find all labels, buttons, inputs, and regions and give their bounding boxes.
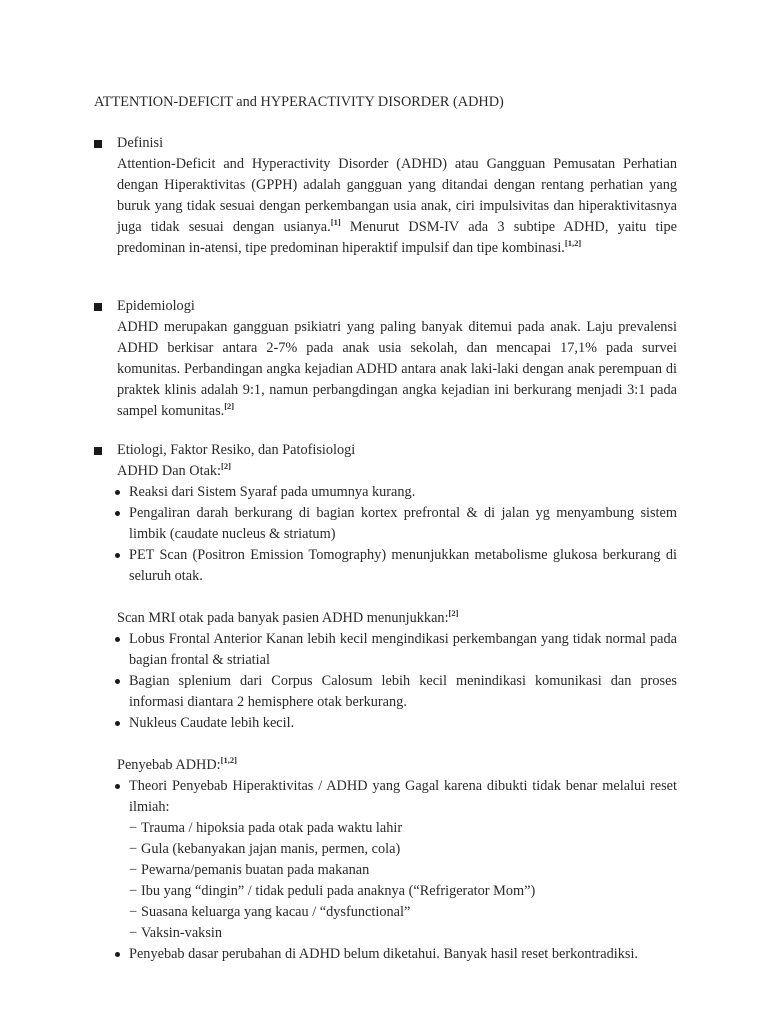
sub-list-item: − Pewarna/pemanis buatan pada makanan	[129, 862, 370, 878]
theory-text: Theori Penyebab Hiperaktivitas / ADHD yang Gagal karena dibukti tidak benar melalui reset ilmiah:	[129, 778, 677, 815]
sub-list-item: − Ibu yang “dingin” / tidak peduli pada anaknya (“Refrigerator Mom”)	[129, 883, 536, 899]
definisi-text-2: Menurut DSM-IV ada 3 subtipe ADHD, yaitu tipe predominan in-atensi, tipe predominan hiperaktif impulsif dan tipe kombinasi.	[117, 219, 677, 256]
otak-list	[117, 482, 677, 587]
citation-ref: [1]	[330, 217, 341, 227]
list-item: Pengaliran darah berkurang di bagian kortex prefrontal & di jalan yg menyambung sistem limbik (caudate nucleus & striatum)	[117, 503, 677, 545]
mri-label: Scan MRI otak pada banyak pasien ADHD menunjukkan:[2]	[117, 608, 459, 626]
penyebab-list	[117, 776, 677, 965]
mri-list	[117, 629, 677, 734]
epidemiologi-text: ADHD merupakan gangguan psikiatri yang paling banyak ditemui pada anak. Laju prevalensi ADHD berkisar antara 2-7% pada anak usia sekolah, dan mencapai 17,1% pada survei komunitas. Perbandingan angka kejadian ADHD antara anak laki-laki dengan anak perempuan di praktek klinis adalah 9:1, namun perbangdingan angka kejadian ini berkurang menjadi 3:1 pada sampel komunitas.	[117, 319, 677, 419]
sub-list-item: − Suasana keluarga yang kacau / “dysfunctional”	[129, 904, 411, 920]
square-bullet-icon	[94, 303, 102, 311]
penyebab-label: Penyebab ADHD:[1,2]	[117, 755, 237, 773]
definisi-paragraph	[117, 154, 677, 259]
list-item: Penyebab dasar perubahan di ADHD belum diketahui. Banyak hasil reset berkontradiksi.	[117, 944, 677, 965]
otak-label: ADHD Dan Otak:[2]	[117, 461, 231, 479]
sub-list-item: − Gula (kebanyakan jajan manis, permen, cola)	[129, 841, 401, 857]
square-bullet-icon	[94, 140, 102, 148]
definisi-heading: Definisi	[117, 135, 164, 151]
section-etiologi	[94, 440, 677, 965]
etiologi-heading: Etiologi, Faktor Resiko, dan Patofisiologi	[117, 442, 356, 458]
sub-list-item: − Vaksin-vaksin	[129, 925, 223, 941]
list-item	[117, 776, 677, 944]
citation-ref: [2]	[221, 461, 231, 471]
list-item: Reaksi dari Sistem Syaraf pada umumnya kurang.	[117, 482, 677, 503]
sub-list-item: − Trauma / hipoksia pada otak pada waktu lahir	[129, 820, 403, 836]
list-item: Nukleus Caudate lebih kecil.	[117, 713, 677, 734]
page-title: ATTENTION-DEFICIT and HYPERACTIVITY DISORDER (ADHD)	[94, 94, 504, 110]
citation-ref: [1,2]	[220, 755, 237, 765]
epidemiologi-paragraph	[117, 317, 677, 422]
list-item: Bagian splenium dari Corpus Calosum lebih kecil menindikasi komunikasi dan proses informasi diantara 2 hemisphere otak berkurang.	[117, 671, 677, 713]
citation-ref: [1,2]	[564, 238, 582, 248]
epidemiologi-heading: Epidemiologi	[117, 298, 195, 314]
list-item: Lobus Frontal Anterior Kanan lebih kecil mengindikasi perkembangan yang tidak normal pada bagian frontal & striatial	[117, 629, 677, 671]
definisi-text-1: Attention-Deficit and Hyperactivity Disorder (ADHD) atau Gangguan Pemusatan Perhatian dengan Hiperaktivitas (GPPH) adalah gangguan yang ditandai dengan rentang perhatian yang buruk yang tidak sesuai dengan perkembangan usia anak, ciri impulsivitas dan hiperaktivitasnya juga tidak sesuai dengan usianya.	[117, 156, 677, 235]
citation-ref: [2]	[224, 401, 235, 411]
section-epidemiologi	[94, 296, 677, 422]
list-item: PET Scan (Positron Emission Tomography) menunjukkan metabolisme glukosa berkurang di seluruh otak.	[117, 545, 677, 587]
square-bullet-icon	[94, 447, 102, 455]
section-definisi	[94, 133, 677, 259]
theory-sublist	[129, 818, 677, 944]
citation-ref: [2]	[448, 608, 459, 618]
